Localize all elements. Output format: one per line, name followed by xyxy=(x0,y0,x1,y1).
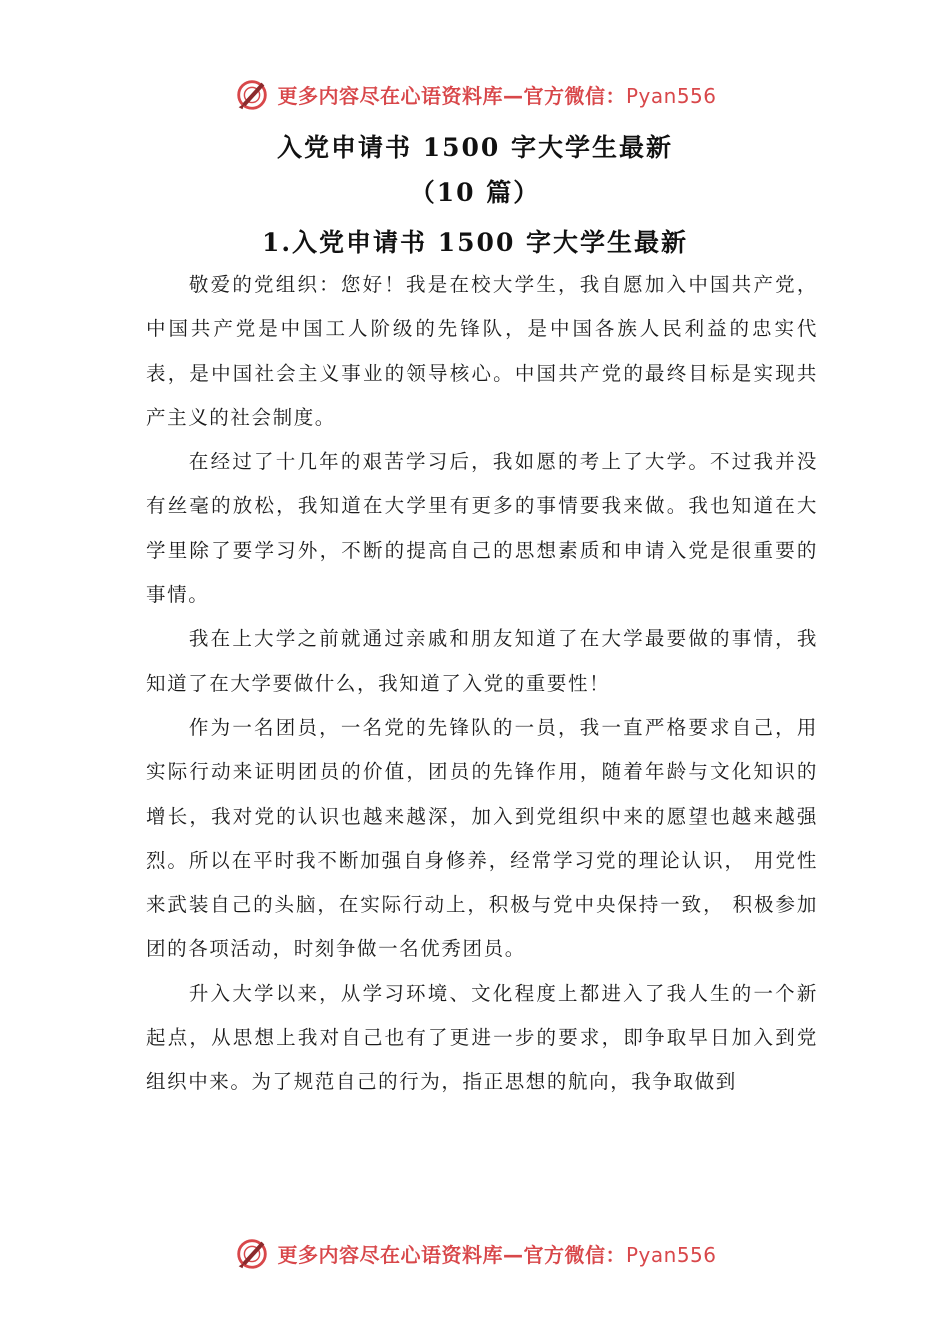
paragraph: 作为一名团员，一名党的先锋队的一员，我一直严格要求自己，用实际行动来证明团员的价值，团员的先锋作用，随着年龄与文化知识的增长，我对党的认识也越来越深，加入到党组织中来的愿望也越来越强烈。所以在平时我不断加强自身修养，经常学习党的理论认识， 用党性来武装自己的头脑，在实际行动上，积极与党中央保持一致， 积极参加团的各项活动，时刻争做一名优秀团员。 xyxy=(146,715,818,961)
paragraph: 在经过了十几年的艰苦学习后，我如愿的考上了大学。不过我并没有丝毫的放松，我知道在大学里有更多的事情要我来做。我也知道在大学里除了要学习外，不断的提高自己的思想素质和申请入党是很重要的事情。 xyxy=(146,450,818,607)
section-title: 1.入党申请书 1500 字大学生最新 xyxy=(261,228,689,257)
footer-watermark xyxy=(0,1231,950,1275)
watermark-text: 更多内容尽在心语资料库—官方微信：Pyan556 xyxy=(277,83,717,108)
red-stamp-quill-icon xyxy=(233,75,271,113)
header-watermark xyxy=(0,72,950,116)
document-title-count: （10 篇） xyxy=(409,178,541,207)
document-title: 入党申请书 1500 字大学生最新 xyxy=(277,133,673,162)
watermark-wechat-id: Pyan556 xyxy=(625,1242,717,1267)
paragraph: 升入大学以来，从学习环境、文化程度上都进入了我人生的一个新起点，从思想上我对自己也有了更进一步的要求，即争取早日加入到党组织中来。为了规范自己的行为，指正思想的航向，我争取做到 xyxy=(146,981,818,1094)
watermark-text: 更多内容尽在心语资料库—官方微信：Pyan556 xyxy=(277,1242,717,1267)
watermark-wechat-id: Pyan556 xyxy=(625,83,717,108)
paragraph: 敬爱的党组织：您好！我是在校大学生，我自愿加入中国共产党，中国共产党是中国工人阶级的先锋队，是中国各族人民利益的忠实代表，是中国社会主义事业的领导核心。中国共产党的最终目标是实现共产主义的社会制度。 xyxy=(146,273,818,429)
document-body xyxy=(146,263,818,1105)
red-stamp-quill-icon xyxy=(233,1234,271,1272)
paragraph: 我在上大学之前就通过亲戚和朋友知道了在大学最要做的事情，我知道了在大学要做什么，我知道了入党的重要性！ xyxy=(146,627,818,695)
